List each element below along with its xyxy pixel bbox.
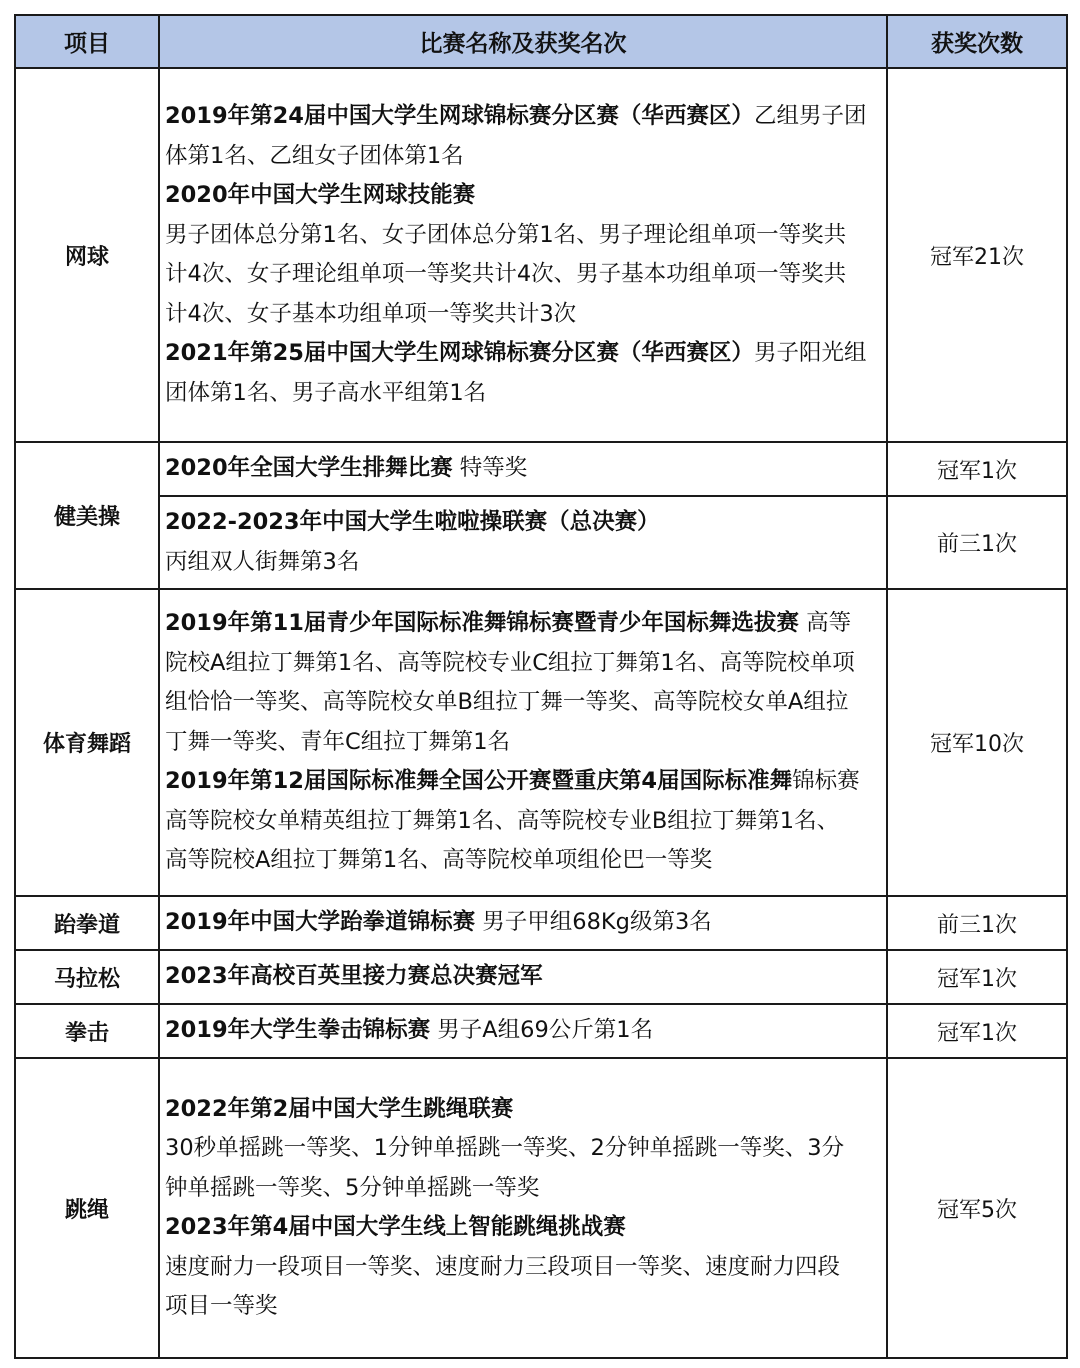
detail-line: 组恰恰一等奖、高等院校女单B组拉丁舞一等奖、高等院校女单A组拉 [165, 689, 849, 716]
details-cell [159, 442, 887, 496]
category-cell: 拳击 [15, 1004, 159, 1058]
table-row-boxing [15, 1004, 1067, 1058]
header-row [15, 15, 1067, 68]
detail-line: 院校A组拉丁舞第1名、高等院校专业C组拉丁舞第1名、高等院校单项 [165, 649, 855, 676]
detail-line: 2023年高校百英里接力赛总决赛冠军 [165, 963, 543, 990]
detail-line: 丁舞一等奖、青年C组拉丁舞第1名 [165, 728, 511, 755]
detail-line: 2019年大学生拳击锦标赛 男子A组69公斤第1名 [165, 1017, 654, 1044]
details-cell [159, 950, 887, 1004]
detail-line: 2022-2023年中国大学生啦啦操联赛（总决赛） [165, 509, 660, 535]
count-cell: 前三1次 [887, 896, 1067, 950]
detail-line: 2019年中国大学跆拳道锦标赛 男子甲组68Kg级第3名 [165, 909, 712, 936]
details-cell [159, 1004, 887, 1058]
details-cell [159, 589, 887, 896]
detail-line: 速度耐力一段项目一等奖、速度耐力三段项目一等奖、速度耐力四段 [165, 1253, 841, 1280]
table-row-jump-rope [15, 1058, 1067, 1358]
detail-line: 男子团体总分第1名、女子团体总分第1名、男子理论组单项一等奖共 [165, 221, 847, 248]
count-cell: 冠军1次 [887, 950, 1067, 1004]
detail-line: 高等院校A组拉丁舞第1名、高等院校单项组伦巴一等奖 [165, 847, 713, 874]
detail-line: 2023年第4届中国大学生线上智能跳绳挑战赛 [165, 1214, 626, 1240]
count-cell: 冠军21次 [887, 68, 1067, 442]
category-cell: 体育舞蹈 [15, 589, 159, 896]
table-row-marathon [15, 950, 1067, 1004]
detail-line: 丙组双人街舞第3名 [165, 548, 360, 575]
count-cell: 冠军1次 [887, 442, 1067, 496]
detail-line: 体第1名、乙组女子团体第1名 [165, 142, 464, 169]
detail-line: 2019年第12届国际标准舞全国公开赛暨重庆第4届国际标准舞锦标赛 [165, 768, 860, 795]
count-cell: 冠军5次 [887, 1058, 1067, 1358]
detail-line: 计4次、女子理论组单项一等奖共计4次、男子基本功组单项一等奖共 [165, 261, 847, 287]
header-competition: 比赛名称及获奖名次 [159, 15, 887, 68]
category-cell: 跳绳 [15, 1058, 159, 1358]
details-cell [159, 496, 887, 589]
category-cell: 马拉松 [15, 950, 159, 1004]
count-cell: 前三1次 [887, 496, 1067, 589]
header-count: 获奖次数 [887, 15, 1067, 68]
table-row-taekwondo [15, 896, 1067, 950]
table-row-aerobics [15, 442, 1067, 496]
details-cell [159, 68, 887, 442]
count-cell: 冠军10次 [887, 589, 1067, 896]
detail-line: 2019年第24届中国大学生网球锦标赛分区赛（华西赛区）乙组男子团 [165, 103, 867, 129]
count-cell: 冠军1次 [887, 1004, 1067, 1058]
detail-line: 2020年全国大学生排舞比赛 特等奖 [165, 455, 528, 482]
detail-line: 钟单摇跳一等奖、5分钟单摇跳一等奖 [165, 1174, 540, 1201]
detail-line: 2020年中国大学生网球技能赛 [165, 182, 476, 208]
category-cell: 跆拳道 [15, 896, 159, 950]
detail-line: 高等院校女单精英组拉丁舞第1名、高等院校专业B组拉丁舞第1名、 [165, 807, 840, 834]
detail-line: 项目一等奖 [165, 1293, 278, 1319]
header-category: 项目 [15, 15, 159, 68]
category-cell: 网球 [15, 68, 159, 442]
detail-line: 2022年第2届中国大学生跳绳联赛 [165, 1095, 514, 1122]
details-cell [159, 1058, 887, 1358]
detail-line: 团体第1名、男子高水平组第1名 [165, 379, 487, 406]
detail-line: 2019年第11届青少年国际标准舞锦标赛暨青少年国标舞选拔赛 高等 [165, 610, 852, 637]
detail-line: 30秒单摇跳一等奖、1分钟单摇跳一等奖、2分钟单摇跳一等奖、3分 [165, 1135, 845, 1161]
awards-table [14, 14, 1068, 1359]
table-row-tennis [15, 68, 1067, 442]
detail-line: 2021年第25届中国大学生网球锦标赛分区赛（华西赛区）男子阳光组 [165, 340, 867, 366]
category-cell: 健美操 [15, 442, 159, 589]
detail-line: 计4次、女子基本功组单项一等奖共计3次 [165, 300, 577, 327]
table-row-aerobics-2 [15, 496, 1067, 589]
table-row-dancesport [15, 589, 1067, 896]
details-cell [159, 896, 887, 950]
